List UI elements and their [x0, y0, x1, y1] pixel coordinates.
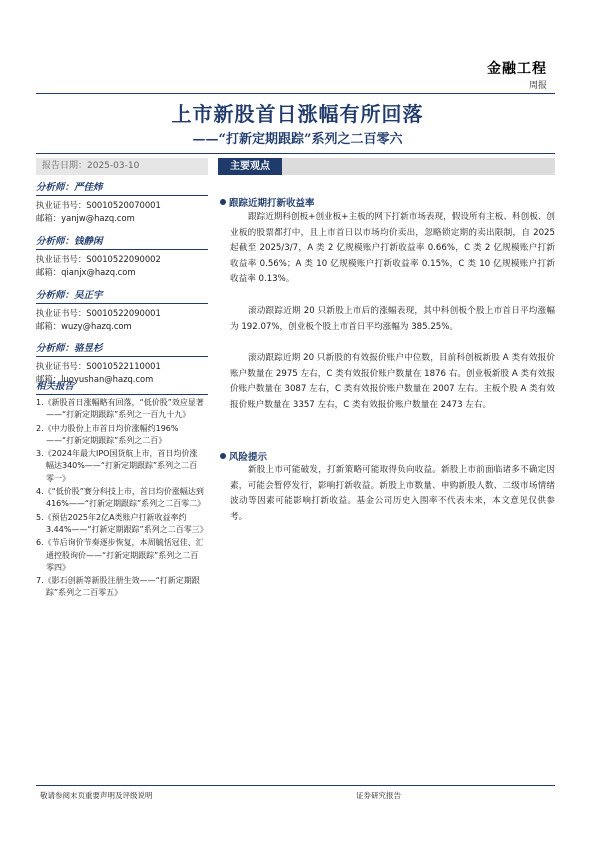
- analyst-card: [36, 289, 208, 332]
- analyst-card: [36, 342, 208, 385]
- analyst-cert: 执业证书号：S0010522090002: [36, 254, 161, 264]
- report-title: 上市新股首日涨幅有所回落: [171, 102, 424, 126]
- paragraph-accounts: 滚动跟踪近期 20 只新股的有效报价账户中位数，目前科创板新股 A 类有效报价账户数量在 2975 左右，C 类有效报价账户数量在 1876 右。创业板新股 A 类有效报价账户数量在 3087 左右，C 类有效报价账户数量在 2007 左右。主板个股 A 类有效报价账户数量在 3357 左右，C 类有效报价账户数量在 2473 左右。: [230, 353, 555, 410]
- title-rule: [36, 153, 555, 154]
- paragraph-gains: 滚动跟踪近期 20 只新股上市后的涨幅表现，其中科创板个股上市首日平均涨幅为 192.07%，创业板个股上市首日平均涨幅为 385.25%。: [230, 306, 555, 332]
- analyst-name: 分析师：钱静闲: [36, 235, 208, 250]
- analyst-email[interactable]: 邮箱：yanjw@hazq.com: [36, 212, 135, 223]
- analyst-name: 分析师：严佳炜: [36, 181, 208, 196]
- analyst-name: 分析师：骆昱杉: [36, 342, 208, 357]
- section-heading-text: 跟踪近期打新收益率: [229, 198, 315, 209]
- footer-report-label: 证券研究报告: [356, 791, 401, 800]
- related-report-item[interactable]: 3.《2024年最大IPO国货航上市，首日均价涨幅达340%——“打新定期跟踪”系列之二百零一》: [36, 449, 198, 483]
- related-report-item[interactable]: 5.《预估2025年2亿A类账户打新收益率约3.44%——“打新定期跟踪”系列之二百零三》: [36, 512, 208, 534]
- related-reports-title: 相关报告: [36, 380, 208, 395]
- section-heading-tracking: [220, 195, 315, 209]
- related-reports-list: [36, 397, 208, 601]
- paragraph-risk: 新股上市可能破发，打新策略可能取得负向收益。新股上市前面临诸多不确定因素，可能会暂停发行，影响打新收益。新股上市数量、申购新股人数、二级市场情绪波动等因素可能影响打新收益。基金公司历史入围率不代表未来，本文意见仅供参考。: [230, 465, 555, 522]
- analyst-name: 分析师：吴正宇: [36, 289, 208, 304]
- analyst-cert: 执业证书号：S0010522090001: [36, 308, 161, 318]
- analyst-cert: 执业证书号：S0010522110001: [36, 361, 161, 371]
- report-date: 报告日期：2025-03-10: [36, 158, 208, 175]
- analyst-card: [36, 181, 208, 224]
- section-label: 主要观点: [218, 158, 282, 175]
- related-report-item[interactable]: 1.《新股首日涨幅略有回落，“低价股”效应显著——“打新定期跟踪”系列之一百九十九》: [36, 398, 204, 420]
- bullet-dot-icon: [220, 453, 226, 459]
- paragraph-returns: 跟踪近期科创板+创业板+主板的网下打新市场表现，假设所有主板、科创板、创业板的股票都打中，且上市首日以市场均价卖出，忽略锁定期的卖出限制，自 2025 起截至 2025/3/7，A 类 2 亿规模账户打新收益率 0.66%，C 类 2 亿规模账户打新收益率 0.56%；A 类 10 亿规模账户打新收益率 0.15%，C 类 10 亿规模账户打新收益率 0.13%。: [230, 212, 555, 284]
- related-report-item[interactable]: 4.《“低价股”赛分科技上市，首日均价涨幅达到416%——“打新定期跟踪”系列之二百零二》: [36, 487, 206, 509]
- bullet-dot-icon: [220, 199, 226, 205]
- analyst-email[interactable]: 邮箱：luoyushan@hazq.com: [36, 373, 154, 384]
- section-heading-risk: [220, 449, 267, 463]
- related-report-item[interactable]: 6.《节后询价节奏逐步恢复，本周毓恬冠佳、汇通控股询价——“打新定期跟踪”系列之二百零四》: [36, 538, 204, 572]
- section-heading-text: 风险提示: [229, 452, 268, 463]
- analyst-email[interactable]: 邮箱：qianjx@hazq.com: [36, 266, 136, 277]
- related-report-item[interactable]: 2.《中力股份上市首日均价涨幅约196%——“打新定期跟踪”系列之二百》: [36, 423, 179, 445]
- related-report-item[interactable]: 7.《影石创新等新股注册生效——“打新定期跟踪”系列之二百零五》: [36, 576, 200, 598]
- analyst-card: [36, 235, 208, 278]
- header-rule: [36, 93, 555, 94]
- brand-label: 金融工程: [487, 61, 547, 77]
- footer-disclaimer: 敬请参阅末页重要声明及评级说明: [40, 791, 153, 800]
- report-subtitle: ——“打新定期跟踪”系列之二百零六: [192, 132, 403, 147]
- analyst-cert: 执业证书号：S0010520070001: [36, 200, 161, 210]
- report-type: 周报: [528, 81, 547, 91]
- footer-rule: [36, 785, 555, 786]
- analyst-email[interactable]: 邮箱：wuzy@hazq.com: [36, 320, 132, 331]
